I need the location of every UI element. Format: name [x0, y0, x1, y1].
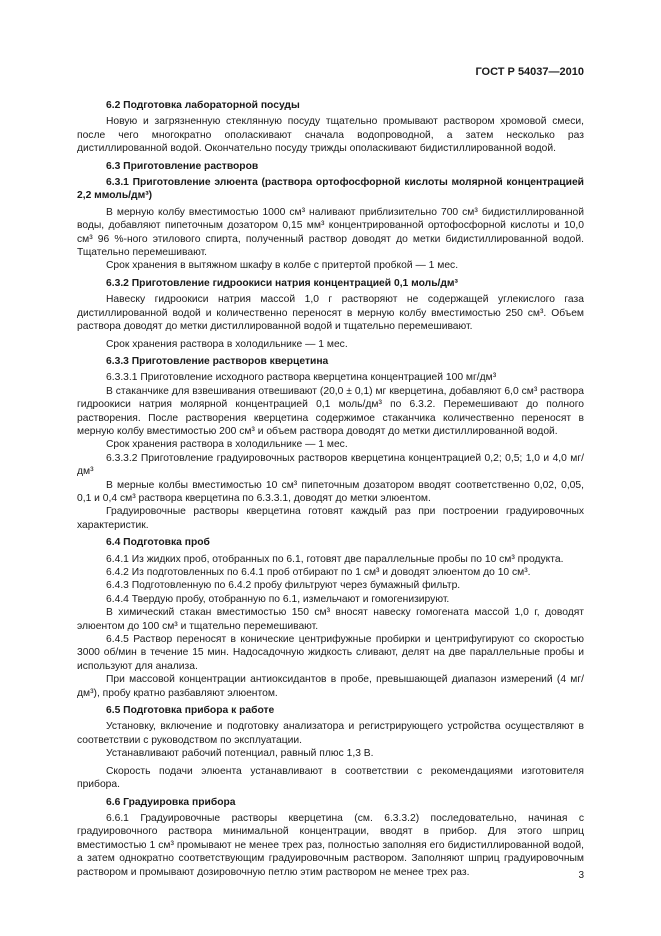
paragraph: Устанавливают рабочий потенциал, равный плюс 1,3 В.	[106, 748, 374, 760]
paragraph: В мерные колбы вместимостью 10 см³ пипеточным дозатором вводят соответственно 0,02, 0,05, 0,1 и 0,4 см³ раствора кверцетина по 6.3.3.1, доводят до метки элюентом.	[77, 479, 584, 504]
page-content	[77, 95, 584, 879]
paragraph: Установку, включение и подготовку анализатора и регистрирующего устройства осуществляют в соответствии с руководством по эксплуатации.	[77, 721, 584, 746]
paragraph: 6.4.3 Подготовленную по 6.4.2 пробу фильтруют через бумажный фильтр.	[106, 580, 461, 592]
paragraph: Скорость подачи элюента устанавливают в соответствии с рекомендациями изготовителя прибора.	[77, 765, 584, 791]
paragraph: Срок хранения раствора в холодильнике — 1 мес.	[106, 439, 348, 451]
paragraph: Навеску гидроокиси натрия массой 1,0 г растворяют не содержащей углекислого газа дистиллированной водой и количественно переносят в мерную колбу вместимостью 250 см³. Объем раствора доводят до метки дистиллированной водой и тщательно перемешивают.	[77, 294, 584, 333]
heading-6-3-3: 6.3.3 Приготовление растворов кверцетина	[106, 355, 329, 367]
paragraph: 6.3.3.2 Приготовление градуировочных растворов кверцетина концентрацией 0,2; 0,5; 1,0 и 4,0 мг/дм³	[77, 452, 584, 478]
paragraph: В мерную колбу вместимостью 1000 см³ наливают приблизительно 700 см³ бидистиллированной воды, добавляют пипеточным дозатором 0,15 мм³ концентрированной ортофосфорной кислоты и 10,0 см³ 96 %-ного этилового спирта, полученный раствор доводят до метки бидистиллированной водой. Тщательно перемешивают.	[77, 206, 584, 259]
paragraph: Новую и загрязненную стеклянную посуду тщательно промывают раствором хромовой смеси, после чего многократно ополаскивают сначала водопроводной, а затем несколько раз дистиллированной водой. Окончательно посуду трижды ополаскивают бидистиллированной водой.	[77, 116, 584, 155]
heading-6-5: 6.5 Подготовка прибора к работе	[106, 705, 275, 717]
heading-6-3-2: 6.3.2 Приготовление гидроокиси натрия концентрацией 0,1 моль/дм³	[106, 277, 458, 289]
paragraph: 6.4.5 Раствор переносят в конические центрифужные пробирки и центрифугируют со скоростью 3000 об/мин в течение 15 мин. Надосадочную жидкость сливают, делят на две параллельные пробы и используют для анализа.	[77, 634, 584, 672]
paragraph: 6.4.4 Твердую пробу, отобранную по 6.1, измельчают и гомогенизируют.	[106, 593, 450, 605]
paragraph: В стаканчике для взвешивания отвешивают (20,0 ± 0,1) мг кверцетина, добавляют 6,0 см³ раствора гидроокиси натрия молярной концентрацией 0,1 моль/дм³ по 6.3.2. Перемешивают до полного растворения. После растворения кверцетина содержимое стаканчика количественно переносят в мерную колбу вместимостью 200 см³ и объем раствора доводят до метки дистиллированной водой.	[77, 385, 584, 437]
paragraph: При массовой концентрации антиоксидантов в пробе, превышающей диапазон измерений (4 мг/дм³), пробу кратно разбавляют элюентом.	[77, 674, 584, 699]
heading-6-4: 6.4 Подготовка проб	[106, 537, 210, 549]
paragraph: 6.4.2 Из подготовленных по 6.4.1 проб отбирают по 1 см³ и доводят элюентом до 10 см³.	[106, 567, 531, 578]
standard-header: ГОСТ Р 54037—2010	[475, 66, 584, 78]
paragraph: 6.6.1 Градуировочные растворы кверцетина (см. 6.3.3.2) последовательно, начиная с градуировочного раствора минимальной концентрации, вводят в прибор. Для этого шприц вместимостью 1 см³ промывают не менее трех раз, полностью заполняя его бидистиллированной водой, а затем однократно соответствующим градуировочным раствором. Заполняют шприц градуировочным раствором и промывают дозировочную петлю этим раствором не менее трех раз.	[77, 812, 584, 878]
heading-6-3-1: 6.3.1 Приготовление элюента (раствора ортофосфорной кислоты молярной концентрацией 2,2 ммоль/дм³)	[77, 177, 584, 202]
paragraph: В химический стакан вместимостью 150 см³ вносят навеску гомогената массой 1,0 г, доводят элюентом до 100 см³ и тщательно перемешивают.	[77, 607, 584, 632]
page-number: 3	[578, 870, 584, 881]
heading-6-2: 6.2 Подготовка лабораторной посуды	[106, 100, 300, 111]
paragraph: Градуировочные растворы кверцетина готовят каждый раз при построении градуировочных характеристик.	[77, 506, 584, 531]
paragraph: Срок хранения в вытяжном шкафу в колбе с притертой пробкой — 1 мес.	[106, 260, 459, 272]
paragraph: Срок хранения раствора в холодильнике — 1 мес.	[106, 338, 348, 350]
paragraph: 6.3.3.1 Приготовление исходного раствора кверцетина концентрацией 100 мг/дм³	[106, 372, 497, 384]
heading-6-3: 6.3 Приготовление растворов	[106, 160, 259, 172]
heading-6-6: 6.6 Градуировка прибора	[106, 796, 236, 808]
paragraph: 6.4.1 Из жидких проб, отобранных по 6.1, готовят две параллельные пробы по 10 см³ продукта.	[106, 553, 564, 565]
